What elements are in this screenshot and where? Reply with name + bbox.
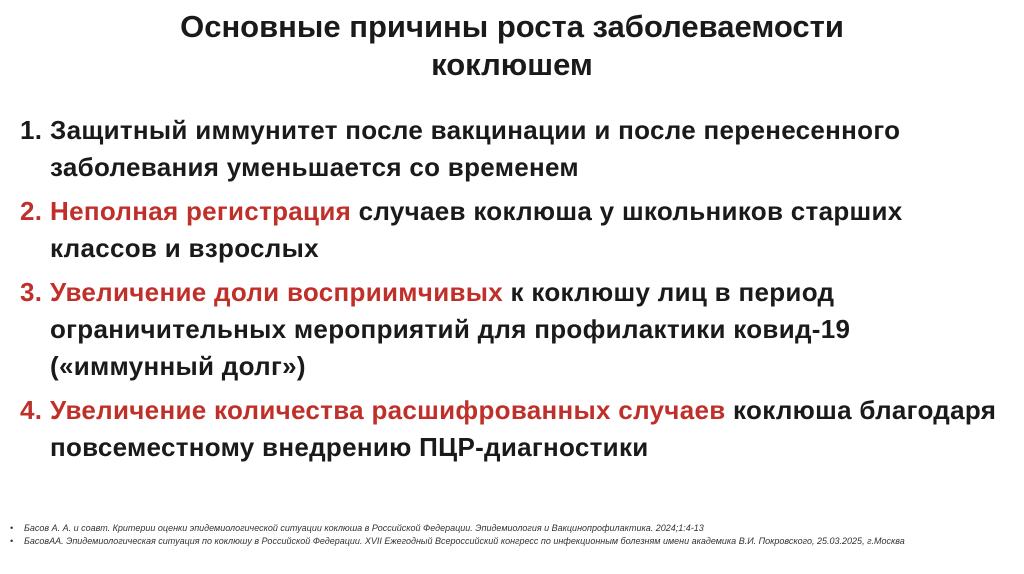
item-text: к коклюшу лиц в период ограничительных мероприятий для профилактики ковид-19 («иммунный долг») bbox=[50, 277, 851, 381]
list-item bbox=[20, 193, 1010, 267]
item-highlight: Увеличение количества расшифрованных случаев bbox=[50, 395, 726, 425]
item-number: 2. bbox=[20, 196, 43, 226]
reference-item bbox=[10, 522, 1000, 535]
reference-text: БасовАА. Эпидемиологическая ситуация по коклюшу в Российской Федерации. XVII Ежегодный Всероссийский конгресс по инфекционным болезням имени академика В.И. Покровского, 25.03.2025, г.Москва bbox=[24, 536, 905, 546]
list-item bbox=[20, 392, 1010, 466]
list-item bbox=[20, 112, 1010, 186]
item-number: 1. bbox=[20, 115, 43, 145]
title-line-1: Основные причины роста заболеваемости bbox=[180, 9, 844, 44]
title-line-2: коклюшем bbox=[431, 47, 593, 82]
item-text: Защитный иммунитет после вакцинации и после перенесенного заболевания уменьшается со временем bbox=[50, 115, 901, 182]
list-item bbox=[20, 274, 1010, 385]
item-highlight: Увеличение доли восприимчивых bbox=[50, 277, 504, 307]
item-text: коклюша благодаря повсеместному внедрению ПЦР-диагностики bbox=[50, 395, 997, 462]
item-number: 4. bbox=[20, 395, 43, 425]
bullet-icon: • bbox=[10, 523, 14, 533]
item-text: случаев коклюша у школьников старших классов и взрослых bbox=[50, 196, 903, 263]
reference-text: Басов А. А. и соавт. Критерии оценки эпидемиологической ситуации коклюша в Российской Федерации. Эпидемиология и Вакцинопрофилактика. 2024;1:4-13 bbox=[24, 523, 704, 533]
item-highlight: Неполная регистрация bbox=[50, 196, 352, 226]
references bbox=[10, 522, 1000, 548]
reasons-list bbox=[20, 112, 1010, 466]
item-number: 3. bbox=[20, 277, 43, 307]
reference-item bbox=[10, 535, 1000, 548]
bullet-icon: • bbox=[10, 536, 14, 546]
slide-title bbox=[60, 8, 964, 84]
